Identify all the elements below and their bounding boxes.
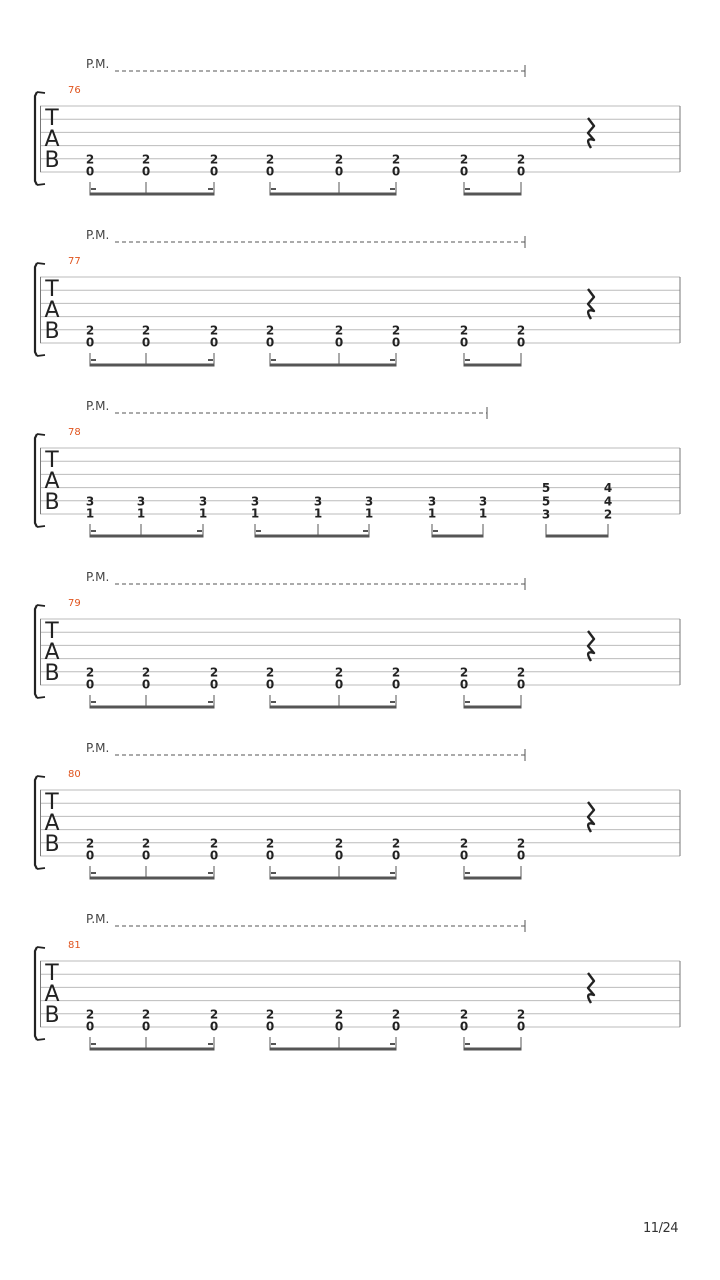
chord xyxy=(86,836,94,878)
fret-number: 4 xyxy=(603,481,613,496)
chord xyxy=(210,1007,218,1049)
bar-number: 80 xyxy=(68,769,81,780)
beam-stub xyxy=(91,359,96,361)
bracket-top-hook xyxy=(37,947,45,948)
tab-clef-letter: T xyxy=(45,961,59,986)
fret-number: 0 xyxy=(516,848,526,863)
fret-number: 0 xyxy=(516,164,526,179)
chord xyxy=(517,836,525,878)
bar-number: 81 xyxy=(68,940,81,951)
beam xyxy=(90,364,215,367)
fret-number: 2 xyxy=(85,665,95,680)
fret-number: 1 xyxy=(136,506,146,521)
beam xyxy=(90,706,215,709)
fret-number: 2 xyxy=(459,836,469,851)
fret-number: 3 xyxy=(198,494,208,509)
beam-stub xyxy=(197,530,202,532)
fret-number: 2 xyxy=(516,323,526,338)
fret-number: 0 xyxy=(265,164,275,179)
chord xyxy=(210,665,218,707)
palm-mute-label: P.M. xyxy=(86,912,110,926)
chord xyxy=(460,836,468,878)
fret-number: 0 xyxy=(459,1019,469,1034)
fret-number: 0 xyxy=(141,335,151,350)
fret-number: 0 xyxy=(334,335,344,350)
chord xyxy=(460,323,468,365)
chord xyxy=(517,1007,525,1049)
beam xyxy=(270,364,397,367)
fret-number: 2 xyxy=(334,152,344,167)
chord xyxy=(428,494,436,536)
chord xyxy=(392,665,400,707)
beam-stub xyxy=(271,188,276,190)
quarter-rest xyxy=(588,631,594,661)
fret-number: 0 xyxy=(85,335,95,350)
beam xyxy=(464,364,522,367)
chord xyxy=(266,152,274,194)
fret-number: 2 xyxy=(265,836,275,851)
beam-stub xyxy=(465,359,470,361)
fret-number: 1 xyxy=(427,506,437,521)
fret-number: 0 xyxy=(334,1019,344,1034)
fret-number: 2 xyxy=(141,1007,151,1022)
fret-number: 2 xyxy=(85,836,95,851)
fret-number: 2 xyxy=(141,836,151,851)
chord xyxy=(335,152,343,194)
fret-number: 0 xyxy=(391,677,401,692)
beam-stub xyxy=(433,530,438,532)
fret-number: 2 xyxy=(334,665,344,680)
chord xyxy=(137,494,145,536)
tab-clef-letter: B xyxy=(44,832,60,857)
tab-clef-letter: T xyxy=(45,619,59,644)
fret-number: 0 xyxy=(141,164,151,179)
beam xyxy=(270,706,397,709)
beam xyxy=(270,193,397,196)
fret-number: 0 xyxy=(209,335,219,350)
fret-number: 2 xyxy=(459,323,469,338)
quarter-rest xyxy=(588,802,594,832)
fret-number: 2 xyxy=(209,323,219,338)
fret-number: 0 xyxy=(209,848,219,863)
fret-number: 2 xyxy=(603,507,613,522)
tab-clef-letter: A xyxy=(44,469,60,494)
chord xyxy=(199,494,207,536)
fret-number: 2 xyxy=(516,152,526,167)
beam-stub xyxy=(390,1043,395,1045)
beam-stub xyxy=(208,359,213,361)
chord xyxy=(517,152,525,194)
chord xyxy=(210,836,218,878)
chord xyxy=(266,1007,274,1049)
chord xyxy=(460,665,468,707)
fret-number: 0 xyxy=(209,677,219,692)
bar-number: 79 xyxy=(68,598,81,609)
beam-stub xyxy=(271,872,276,874)
tab-system-76 xyxy=(35,57,680,196)
beam-stub xyxy=(390,359,395,361)
fret-number: 0 xyxy=(459,335,469,350)
fret-number: 2 xyxy=(459,1007,469,1022)
fret-number: 1 xyxy=(250,506,260,521)
bar-number: 78 xyxy=(68,427,81,438)
beam xyxy=(90,193,215,196)
fret-number: 2 xyxy=(391,665,401,680)
fret-number: 2 xyxy=(391,152,401,167)
fret-number: 1 xyxy=(478,506,488,521)
fret-number: 0 xyxy=(391,1019,401,1034)
chord xyxy=(86,494,94,536)
fret-number: 0 xyxy=(209,1019,219,1034)
fret-number: 5 xyxy=(541,494,551,509)
bar-number: 77 xyxy=(68,256,81,267)
fret-number: 0 xyxy=(391,164,401,179)
fret-number: 0 xyxy=(334,164,344,179)
tab-clef-letter: A xyxy=(44,982,60,1007)
fret-number: 2 xyxy=(265,1007,275,1022)
beam xyxy=(546,535,609,538)
beam xyxy=(464,193,522,196)
fret-number: 3 xyxy=(250,494,260,509)
chord xyxy=(392,1007,400,1049)
beam-stub xyxy=(465,188,470,190)
fret-number: 2 xyxy=(209,665,219,680)
tab-system-81 xyxy=(35,912,680,1051)
palm-mute-label: P.M. xyxy=(86,228,110,242)
chord xyxy=(86,323,94,365)
fret-number: 2 xyxy=(141,665,151,680)
chord xyxy=(604,481,612,536)
fret-number: 2 xyxy=(209,836,219,851)
beam-stub xyxy=(465,1043,470,1045)
bracket-bottom-hook xyxy=(37,697,45,698)
fret-number: 0 xyxy=(459,677,469,692)
chord xyxy=(365,494,373,536)
chord xyxy=(142,836,150,878)
chord xyxy=(86,152,94,194)
fret-number: 2 xyxy=(391,1007,401,1022)
chord xyxy=(142,323,150,365)
beam-stub xyxy=(271,359,276,361)
fret-number: 0 xyxy=(141,1019,151,1034)
chord xyxy=(210,323,218,365)
fret-number: 0 xyxy=(265,1019,275,1034)
fret-number: 0 xyxy=(459,848,469,863)
tab-system-78 xyxy=(35,399,680,538)
fret-number: 2 xyxy=(265,323,275,338)
fret-number: 0 xyxy=(141,848,151,863)
tab-clef-letter: B xyxy=(44,490,60,515)
bracket-bottom-hook xyxy=(37,526,45,527)
chord xyxy=(314,494,322,536)
bracket-top-hook xyxy=(37,434,45,435)
fret-number: 3 xyxy=(364,494,374,509)
chord xyxy=(86,665,94,707)
quarter-rest xyxy=(588,118,594,148)
quarter-rest xyxy=(588,973,594,1003)
beam-stub xyxy=(465,701,470,703)
fret-number: 2 xyxy=(391,836,401,851)
tab-clef-letter: T xyxy=(45,790,59,815)
fret-number: 2 xyxy=(459,665,469,680)
fret-number: 1 xyxy=(198,506,208,521)
beam-stub xyxy=(271,701,276,703)
chord xyxy=(335,836,343,878)
chord xyxy=(335,665,343,707)
fret-number: 3 xyxy=(478,494,488,509)
beam-stub xyxy=(208,701,213,703)
page-number: 11/24 xyxy=(643,1221,678,1236)
beam-stub xyxy=(208,872,213,874)
quarter-rest xyxy=(588,289,594,319)
beam xyxy=(432,535,484,538)
fret-number: 1 xyxy=(364,506,374,521)
palm-mute-label: P.M. xyxy=(86,399,110,413)
chord xyxy=(392,323,400,365)
beam-stub xyxy=(390,872,395,874)
fret-number: 2 xyxy=(516,1007,526,1022)
palm-mute-label: P.M. xyxy=(86,570,110,584)
bar-number: 76 xyxy=(68,85,81,96)
beam-stub xyxy=(390,701,395,703)
fret-number: 0 xyxy=(516,1019,526,1034)
bracket-bottom-hook xyxy=(37,1039,45,1040)
beam xyxy=(255,535,370,538)
chord xyxy=(335,323,343,365)
bracket-bottom-hook xyxy=(37,868,45,869)
fret-number: 2 xyxy=(459,152,469,167)
fret-number: 0 xyxy=(391,848,401,863)
fret-number: 0 xyxy=(334,677,344,692)
chord xyxy=(479,494,487,536)
fret-number: 2 xyxy=(334,836,344,851)
beam-stub xyxy=(91,1043,96,1045)
fret-number: 0 xyxy=(516,335,526,350)
fret-number: 3 xyxy=(85,494,95,509)
chord xyxy=(266,836,274,878)
beam xyxy=(270,1048,397,1051)
chord xyxy=(335,1007,343,1049)
fret-number: 0 xyxy=(209,164,219,179)
bracket-top-hook xyxy=(37,92,45,93)
beam-stub xyxy=(91,701,96,703)
tab-clef-letter: B xyxy=(44,319,60,344)
fret-number: 2 xyxy=(516,836,526,851)
tab-clef-letter: B xyxy=(44,661,60,686)
fret-number: 3 xyxy=(136,494,146,509)
bracket-top-hook xyxy=(37,776,45,777)
chord xyxy=(251,494,259,536)
beam-stub xyxy=(465,872,470,874)
tab-system-80 xyxy=(35,741,680,880)
system-bracket xyxy=(35,263,37,356)
tab-system-77 xyxy=(35,228,680,367)
tab-clef-letter: A xyxy=(44,811,60,836)
chord xyxy=(460,152,468,194)
tab-clef-letter: T xyxy=(45,106,59,131)
system-bracket xyxy=(35,947,37,1040)
beam-stub xyxy=(256,530,261,532)
system-bracket xyxy=(35,92,37,185)
fret-number: 0 xyxy=(141,677,151,692)
chord xyxy=(392,836,400,878)
bracket-bottom-hook xyxy=(37,355,45,356)
fret-number: 2 xyxy=(85,1007,95,1022)
fret-number: 1 xyxy=(313,506,323,521)
beam-stub xyxy=(390,188,395,190)
chord xyxy=(142,1007,150,1049)
tab-clef-letter: A xyxy=(44,298,60,323)
fret-number: 0 xyxy=(85,1019,95,1034)
tab-system-79 xyxy=(35,570,680,709)
fret-number: 5 xyxy=(541,481,551,496)
beam xyxy=(90,1048,215,1051)
beam-stub xyxy=(208,188,213,190)
chord xyxy=(266,665,274,707)
fret-number: 3 xyxy=(427,494,437,509)
chord xyxy=(517,323,525,365)
chord xyxy=(517,665,525,707)
fret-number: 0 xyxy=(265,848,275,863)
bracket-top-hook xyxy=(37,263,45,264)
bracket-top-hook xyxy=(37,605,45,606)
fret-number: 2 xyxy=(391,323,401,338)
beam-stub xyxy=(363,530,368,532)
fret-number: 2 xyxy=(85,323,95,338)
fret-number: 0 xyxy=(391,335,401,350)
fret-number: 2 xyxy=(209,152,219,167)
fret-number: 0 xyxy=(265,335,275,350)
beam-stub xyxy=(91,530,96,532)
fret-number: 2 xyxy=(209,1007,219,1022)
fret-number: 0 xyxy=(85,677,95,692)
tab-clef-letter: B xyxy=(44,1003,60,1028)
fret-number: 0 xyxy=(459,164,469,179)
chord xyxy=(266,323,274,365)
beam xyxy=(464,877,522,880)
fret-number: 2 xyxy=(265,152,275,167)
beam xyxy=(90,535,204,538)
chord xyxy=(460,1007,468,1049)
tab-clef-letter: B xyxy=(44,148,60,173)
fret-number: 2 xyxy=(141,152,151,167)
tab-clef-letter: T xyxy=(45,448,59,473)
system-bracket xyxy=(35,605,37,698)
fret-number: 2 xyxy=(334,323,344,338)
fret-number: 4 xyxy=(603,494,613,509)
beam xyxy=(464,1048,522,1051)
fret-number: 2 xyxy=(334,1007,344,1022)
system-bracket xyxy=(35,776,37,869)
chord xyxy=(392,152,400,194)
beam-stub xyxy=(271,1043,276,1045)
fret-number: 3 xyxy=(313,494,323,509)
tab-clef-letter: A xyxy=(44,640,60,665)
fret-number: 2 xyxy=(141,323,151,338)
fret-number: 0 xyxy=(265,677,275,692)
tab-clef-letter: A xyxy=(44,127,60,152)
chord xyxy=(142,152,150,194)
chord xyxy=(542,481,550,536)
tab-clef-letter: T xyxy=(45,277,59,302)
fret-number: 0 xyxy=(334,848,344,863)
chord xyxy=(86,1007,94,1049)
chord xyxy=(210,152,218,194)
beam xyxy=(464,706,522,709)
fret-number: 0 xyxy=(85,164,95,179)
beam-stub xyxy=(91,872,96,874)
fret-number: 2 xyxy=(85,152,95,167)
fret-number: 1 xyxy=(85,506,95,521)
fret-number: 0 xyxy=(516,677,526,692)
chord xyxy=(142,665,150,707)
fret-number: 2 xyxy=(516,665,526,680)
system-bracket xyxy=(35,434,37,527)
beam-stub xyxy=(208,1043,213,1045)
fret-number: 0 xyxy=(85,848,95,863)
palm-mute-label: P.M. xyxy=(86,57,110,71)
palm-mute-label: P.M. xyxy=(86,741,110,755)
beam xyxy=(90,877,215,880)
fret-number: 2 xyxy=(265,665,275,680)
fret-number: 3 xyxy=(541,507,551,522)
bracket-bottom-hook xyxy=(37,184,45,185)
beam xyxy=(270,877,397,880)
beam-stub xyxy=(91,188,96,190)
